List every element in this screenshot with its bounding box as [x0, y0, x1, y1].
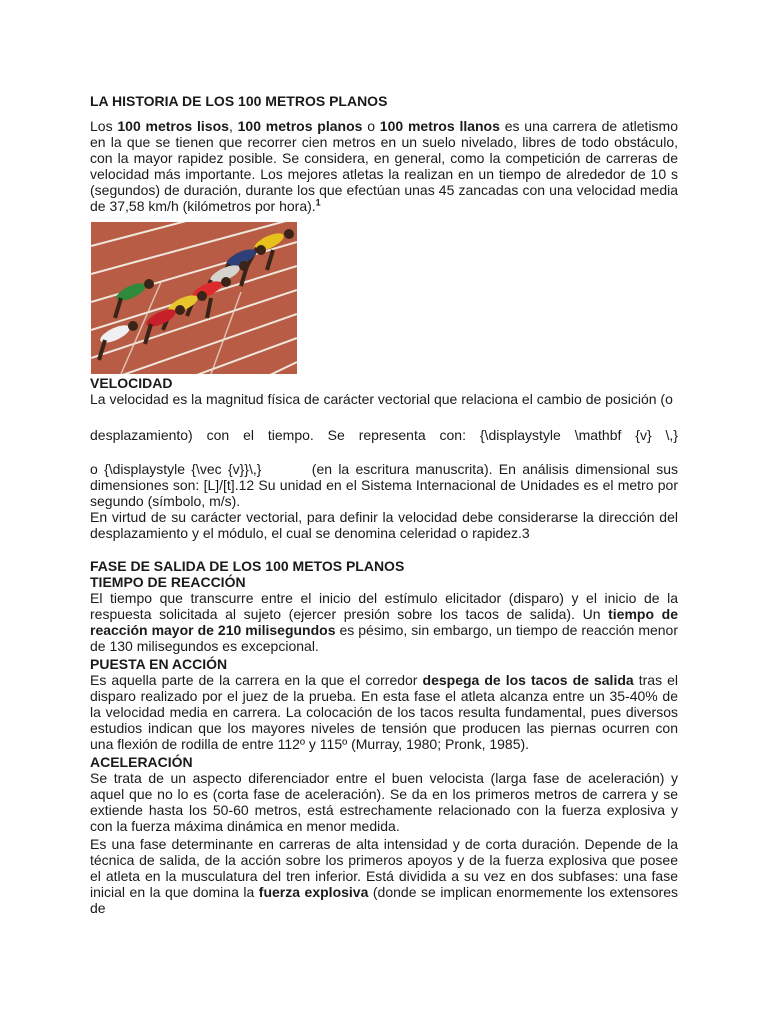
aceleracion-paragraph-2: Es una fase determinante en carreras de alta intensidad y de corta duración. Depende de la técnica de salida, de la acción sobre los primeros apoyos y de la fuerza explosiva que posee el atleta en la musculatura del tren inferior. Está dividida a su vez en dos subfases: una fase inicial en la que domina la fuerza explosiva (donde se implican enormemente los extensores de [90, 836, 679, 916]
aceleracion-heading: ACELERACIÓN [90, 754, 193, 770]
velocidad-line-1: La velocidad es la magnitud física de carácter vectorial que relaciona el cambio de posición (o [90, 391, 673, 407]
velocidad-paragraph-3: o {\displaystyle {\vec {v}}\,} (en la escritura manuscrita). En análisis dimensional sus dimensiones son: [L]/[t].12 Su unidad en el Sistema Internacional de Unidades es el metro por segundo (símbolo, m/s). [90, 461, 682, 509]
fase-heading: FASE DE SALIDA DE LOS 100 METOS PLANOS [90, 558, 405, 574]
velocidad-heading: VELOCIDAD [90, 375, 173, 391]
document-title: LA HISTORIA DE LOS 100 METROS PLANOS [90, 93, 388, 109]
velocidad-line-2: desplazamiento) con el tiempo. Se representa con: {\displaystyle \mathbf {v} \,} [90, 427, 678, 443]
velocidad-paragraph-4: En virtud de su carácter vectorial, para definir la velocidad debe considerarse la dirección del desplazamiento y el módulo, el cual se denomina celeridad o rapidez.3 [90, 509, 678, 541]
puesta-en-accion-heading: PUESTA EN ACCIÓN [90, 656, 228, 672]
puesta-en-accion-paragraph: Es aquella parte de la carrera en la que el corredor despega de los tacos de salida tras el disparo realizado por el juez de la prueba. En esta fase el atleta alcanza entre un 35-40% de la velocidad media en carrera. La colocación de los tacos resulta fundamental, pues diversos estudios indican que los mayores niveles de tensión que producen las piernas ocurren con una flexión de rodilla de entre 112º y 115º (Murray, 1980; Pronk, 1985). [90, 672, 679, 752]
aceleracion-paragraph-1: Se trata de un aspecto diferenciador entre el buen velocista (larga fase de aceleración) y aquel que no lo es (corta fase de aceleración). Se da en los primeros metros de carrera y se extiende hasta los 50-60 metros, está estrechamente relacionado con la fuerza explosiva y con la fuerza máxima dinámica en menor medida. [90, 770, 678, 834]
tiempo-reaccion-paragraph: El tiempo que transcurre entre el inicio del estímulo elicitador (disparo) y el inicio de la respuesta solicitada al sujeto (ejercer presión sobre los tacos de salida). Un tiempo de reacción mayor de 210 milisegundos es pésimo, sin embargo, un tiempo de reacción menor de 130 milisegundos es excepcional. [90, 590, 678, 654]
sprinters-illustration [91, 222, 297, 374]
sprinters-photo [91, 222, 297, 374]
footnote-marker: 1 [315, 197, 321, 208]
intro-paragraph: Los 100 metros lisos, 100 metros planos o 100 metros llanos es una carrera de atletismo en la que se tienen que recorrer cien metros en un suelo nivelado, libres de todo obstáculo, con la mayor rapidez posible. Se considera, en general, como la competición de carreras de velocidad más importante. Los mejores atletas la realizan en un tiempo de alrededor de 10 s (segundos) de duración, durante los que efectúan unas 45 zancadas con una velocidad media de 37,58 km/h (kilómetros por hora).$^1$ [90, 118, 678, 214]
tiempo-reaccion-heading: TIEMPO DE REACCIÓN [90, 574, 246, 590]
